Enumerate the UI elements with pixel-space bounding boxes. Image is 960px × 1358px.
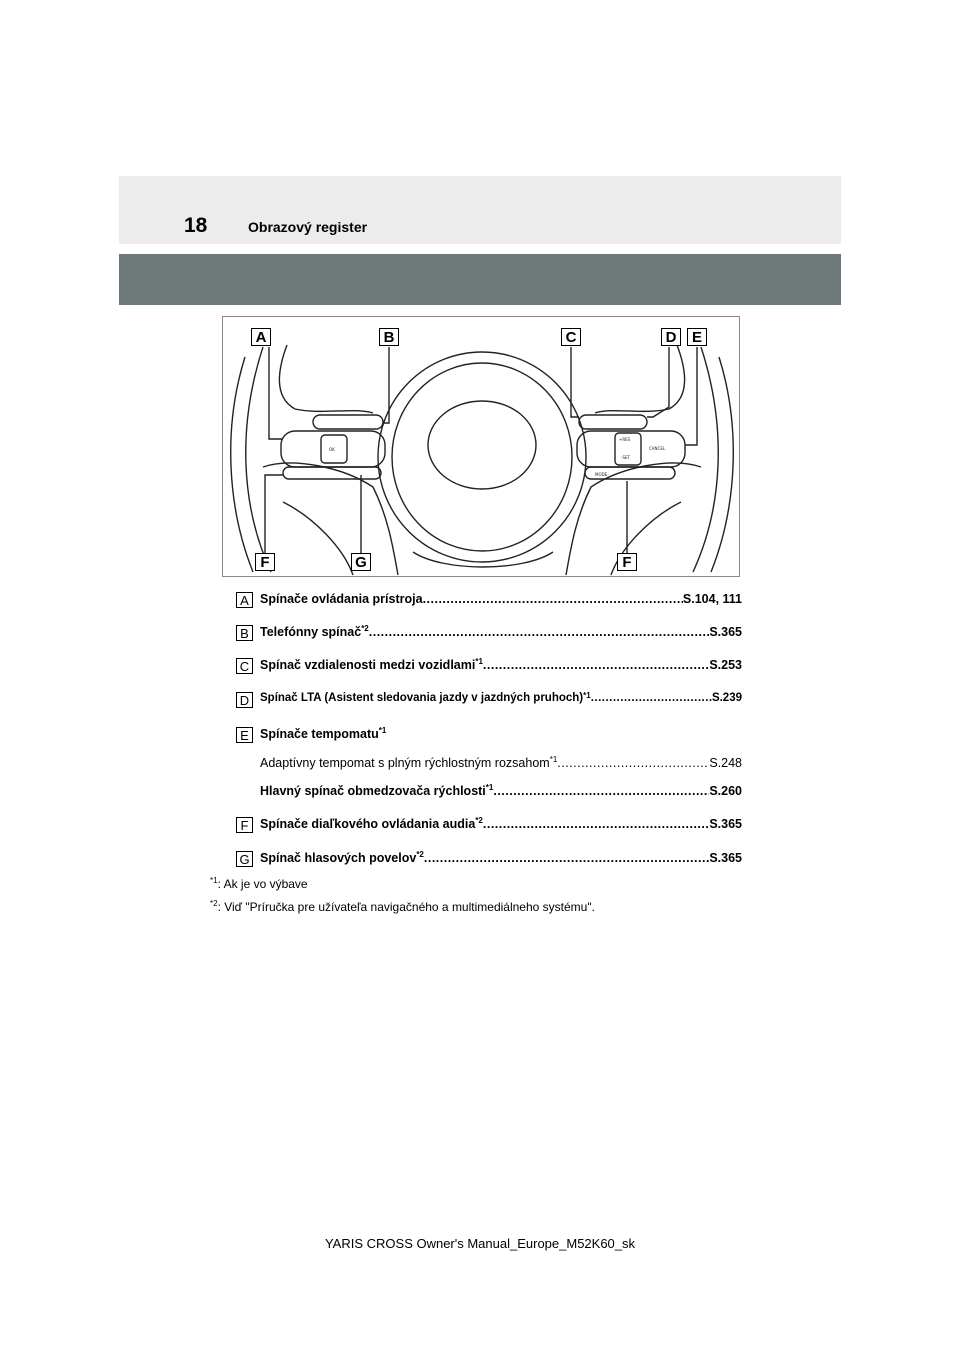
footnote-text: : Ak je vo výbave xyxy=(217,877,308,891)
leader-dots xyxy=(483,817,709,831)
figure-label-f-left: F xyxy=(255,553,275,571)
leader-dots xyxy=(557,756,709,770)
figure-label-c: C xyxy=(561,328,581,346)
footnote-mark: *2 xyxy=(210,899,218,908)
footnote-mark: *1 xyxy=(485,783,494,792)
footnote-1 xyxy=(210,877,308,891)
footnote-mark: *1 xyxy=(549,755,558,764)
legend-label: Spínače ovládania prístroja xyxy=(260,592,423,606)
figure-label-d: D xyxy=(661,328,681,346)
legend-tag: G xyxy=(236,851,253,867)
figure-label-b: B xyxy=(379,328,399,346)
footnote-mark: *1 xyxy=(475,657,483,666)
footnote-mark: *1 xyxy=(583,691,591,700)
page-reference: S.260 xyxy=(709,784,742,798)
page-reference: S.248 xyxy=(709,756,742,770)
legend-label: Adaptívny tempomat s plným rýchlostným rozsahom xyxy=(260,756,550,770)
header-bar xyxy=(119,176,841,244)
figure-label-g: G xyxy=(351,553,371,571)
ok-key-label: OK xyxy=(329,447,335,452)
legend-label: Telefónny spínač xyxy=(260,625,362,639)
legend-tag: A xyxy=(236,592,253,608)
page-reference: S.253 xyxy=(709,658,742,672)
legend-label: Spínač vzdialenosti medzi vozidlami xyxy=(260,658,476,672)
legend-label: Hlavný spínač obmedzovača rýchlosti xyxy=(260,784,486,798)
legend-label: Spínače tempomatu xyxy=(260,727,379,741)
page-reference: S.365 xyxy=(709,817,742,831)
figure-label-f-right: F xyxy=(617,553,637,571)
page-number: 18 xyxy=(184,214,208,237)
legend-label: Spínače diaľkového ovládania audia xyxy=(260,817,476,831)
footnote-text: : Viď "Príručka pre užívateľa navigačného a multimediálneho systému". xyxy=(217,900,595,914)
mode-key-label: MODE xyxy=(595,472,608,477)
legend-label: Spínač hlasových povelov xyxy=(260,851,417,865)
title-band xyxy=(119,254,841,305)
legend-tag: F xyxy=(236,817,253,833)
page-reference: S.365 xyxy=(709,851,742,865)
footnote-mark: *1 xyxy=(378,726,387,735)
footnote-2 xyxy=(210,900,595,914)
steering-wheel-drawing xyxy=(223,317,741,578)
steering-wheel-figure xyxy=(222,316,740,577)
set-key-label: -SET xyxy=(621,455,630,460)
leader-dots xyxy=(493,784,709,798)
page-reference: S.365 xyxy=(709,625,742,639)
figure-label-e: E xyxy=(687,328,707,346)
leader-dots xyxy=(369,625,710,639)
leader-dots xyxy=(483,658,709,672)
leader-dots xyxy=(423,592,683,606)
page-footer: YARIS CROSS Owner's Manual_Europe_M52K60_sk xyxy=(324,1236,636,1251)
res-key-label: +RES xyxy=(619,437,631,442)
section-title: Obrazový register xyxy=(248,219,368,235)
figure-label-a: A xyxy=(251,328,271,346)
footnote-mark: *2 xyxy=(475,816,483,825)
page-reference: S.104, 111 xyxy=(682,592,742,606)
footnote-mark: *1 xyxy=(210,876,218,885)
leader-dots xyxy=(424,851,709,865)
legend-tag: B xyxy=(236,625,253,641)
page-reference: S.239 xyxy=(711,692,742,704)
legend-tag: C xyxy=(236,658,253,674)
leader-dots xyxy=(591,692,712,704)
cancel-key-label: CANCEL xyxy=(649,446,666,451)
legend-label: Spínač LTA (Asistent sledovania jazdy v jazdných pruhoch) xyxy=(260,692,584,704)
footnote-mark: *2 xyxy=(416,850,424,859)
footnote-mark: *2 xyxy=(361,624,369,633)
legend-tag: E xyxy=(236,727,253,743)
legend-tag: D xyxy=(236,692,253,708)
